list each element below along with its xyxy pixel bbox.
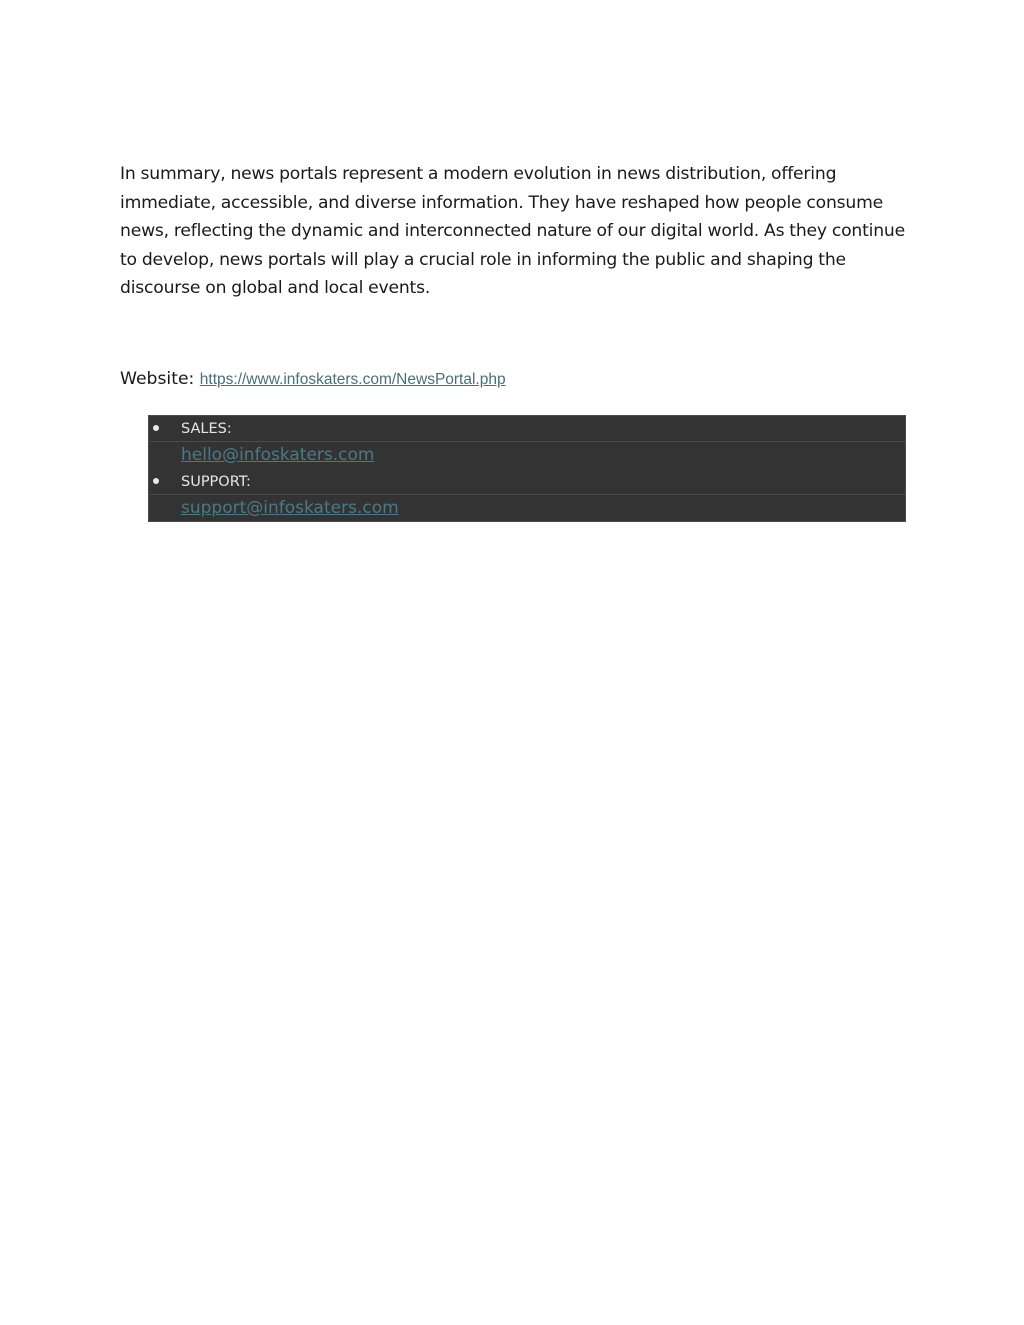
contact-sales-label-row xyxy=(149,416,905,442)
summary-paragraph: In summary, news portals represent a modern evolution in news distribution, offering immediate, accessible, and diverse information. They have reshaped how people consume news, reflecting the dynamic and interconnected nature of our digital world. As they continue to develop, news portals will play a crucial role in informing the public and shaping the discourse on global and local events. xyxy=(120,164,905,299)
contact-support-email-row xyxy=(149,495,905,521)
bullet-icon xyxy=(153,425,159,431)
support-label: SUPPORT: xyxy=(181,474,251,490)
contact-sales-email-row xyxy=(149,442,905,468)
contact-support-label-row xyxy=(149,469,905,495)
website-line xyxy=(120,366,506,393)
contact-box xyxy=(148,415,906,522)
sales-label: SALES: xyxy=(181,421,232,437)
website-link[interactable]: https://www.infoskaters.com/NewsPortal.php xyxy=(199,371,506,388)
bullet-icon xyxy=(153,478,159,484)
support-email-link[interactable]: support@infoskaters.com xyxy=(181,498,399,518)
website-label: Website: xyxy=(120,369,200,389)
sales-email-link[interactable]: hello@infoskaters.com xyxy=(181,445,375,465)
